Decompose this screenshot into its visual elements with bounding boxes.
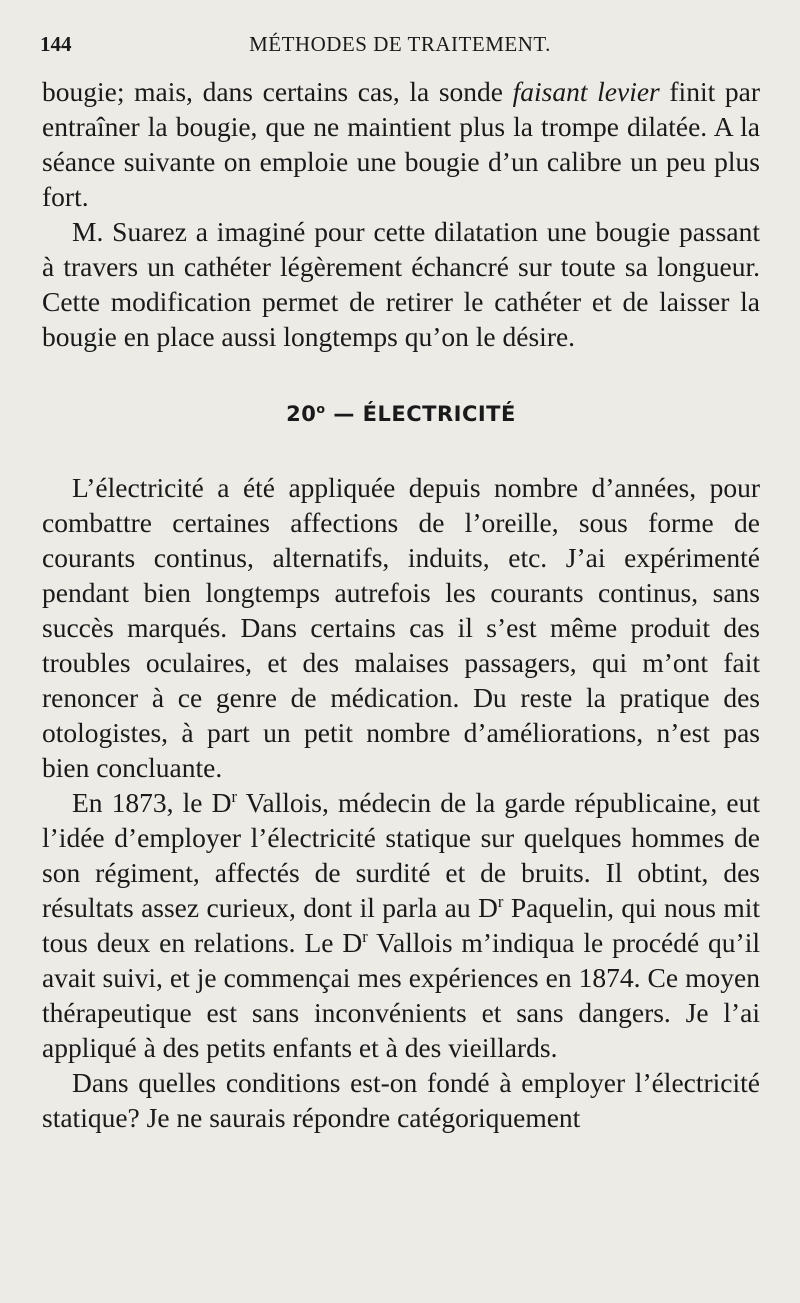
- running-title: MÉTHODES DE TRAITEMENT.: [249, 32, 551, 56]
- superscript: r: [362, 926, 368, 946]
- paragraph-electricity-intro: L’électricité a été appliquée depuis nombre d’années, pour combattre certaines affections de l’oreille, sous forme de courants continus, alternatifs, induits, etc. J’ai expérimenté pendant bien longtemps autrefois les courants continus, sans succès marqués. Dans certains cas il s’est même produit des troubles oculaires, et des malaises passagers, qui m’ont fait renoncer à ce genre de médication. Du reste la pratique des otologistes, à part un petit nombre d’améliorations, n’est pas bien concluante.: [42, 472, 760, 783]
- page-number: 144: [40, 32, 72, 56]
- superscript: r: [231, 786, 237, 806]
- degree-sign: o: [316, 401, 326, 416]
- paragraph-text: bougie; mais, dans certains cas, la sonde: [42, 76, 513, 107]
- paragraph-vallois: [42, 785, 760, 1065]
- paragraph-text: Vallois, médecin de la garde républicaine, eut l’idée d’employer l’électricité statique sur quelques hommes de son régiment, affectés de surdité et de bruits. Il obtint, des résultats assez curieux, dont il parla au D: [42, 787, 760, 923]
- section-number: 20: [286, 402, 317, 426]
- paragraph-text: En 1873, le D: [72, 787, 232, 818]
- paragraph-conditions: Dans quelles conditions est-on fondé à employer l’électricité statique? Je ne saurais répondre catégoriquement: [42, 1067, 760, 1133]
- paragraph-suarez: M. Suarez a imaginé pour cette dilatation une bougie passant à travers un cathéter légèrement échancré sur toute sa longueur. Cette modification permet de retirer le cathéter et de laisser la bougie en place aussi longtemps qu’on le désire.: [42, 216, 760, 352]
- paragraph-text: finit par entraîner la bougie, que ne maintient plus la trompe dilatée. A la séance suivante on emploie une bougie d’un calibre un peu plus fort.: [42, 76, 760, 212]
- page-body: [42, 74, 760, 1135]
- superscript: r: [497, 891, 504, 911]
- italic-phrase: faisant levier: [512, 76, 660, 107]
- paragraph-continued: [42, 74, 760, 214]
- page-header: [40, 32, 760, 66]
- section-heading: [42, 402, 760, 426]
- paragraph-text: Vallois m’indiqua le procédé qu’il avait suivi, et je commençai mes expériences en 1874. Ce moyen thérapeutique est sans inconvénients et sans dangers. Je l’ai appliqué à des petits enfants et à des vieillards.: [42, 927, 760, 1063]
- paragraph-text: Paquelin, qui nous mit tous deux en relations. Le D: [42, 892, 760, 958]
- section-title: — ÉLECTRICITÉ: [325, 402, 516, 426]
